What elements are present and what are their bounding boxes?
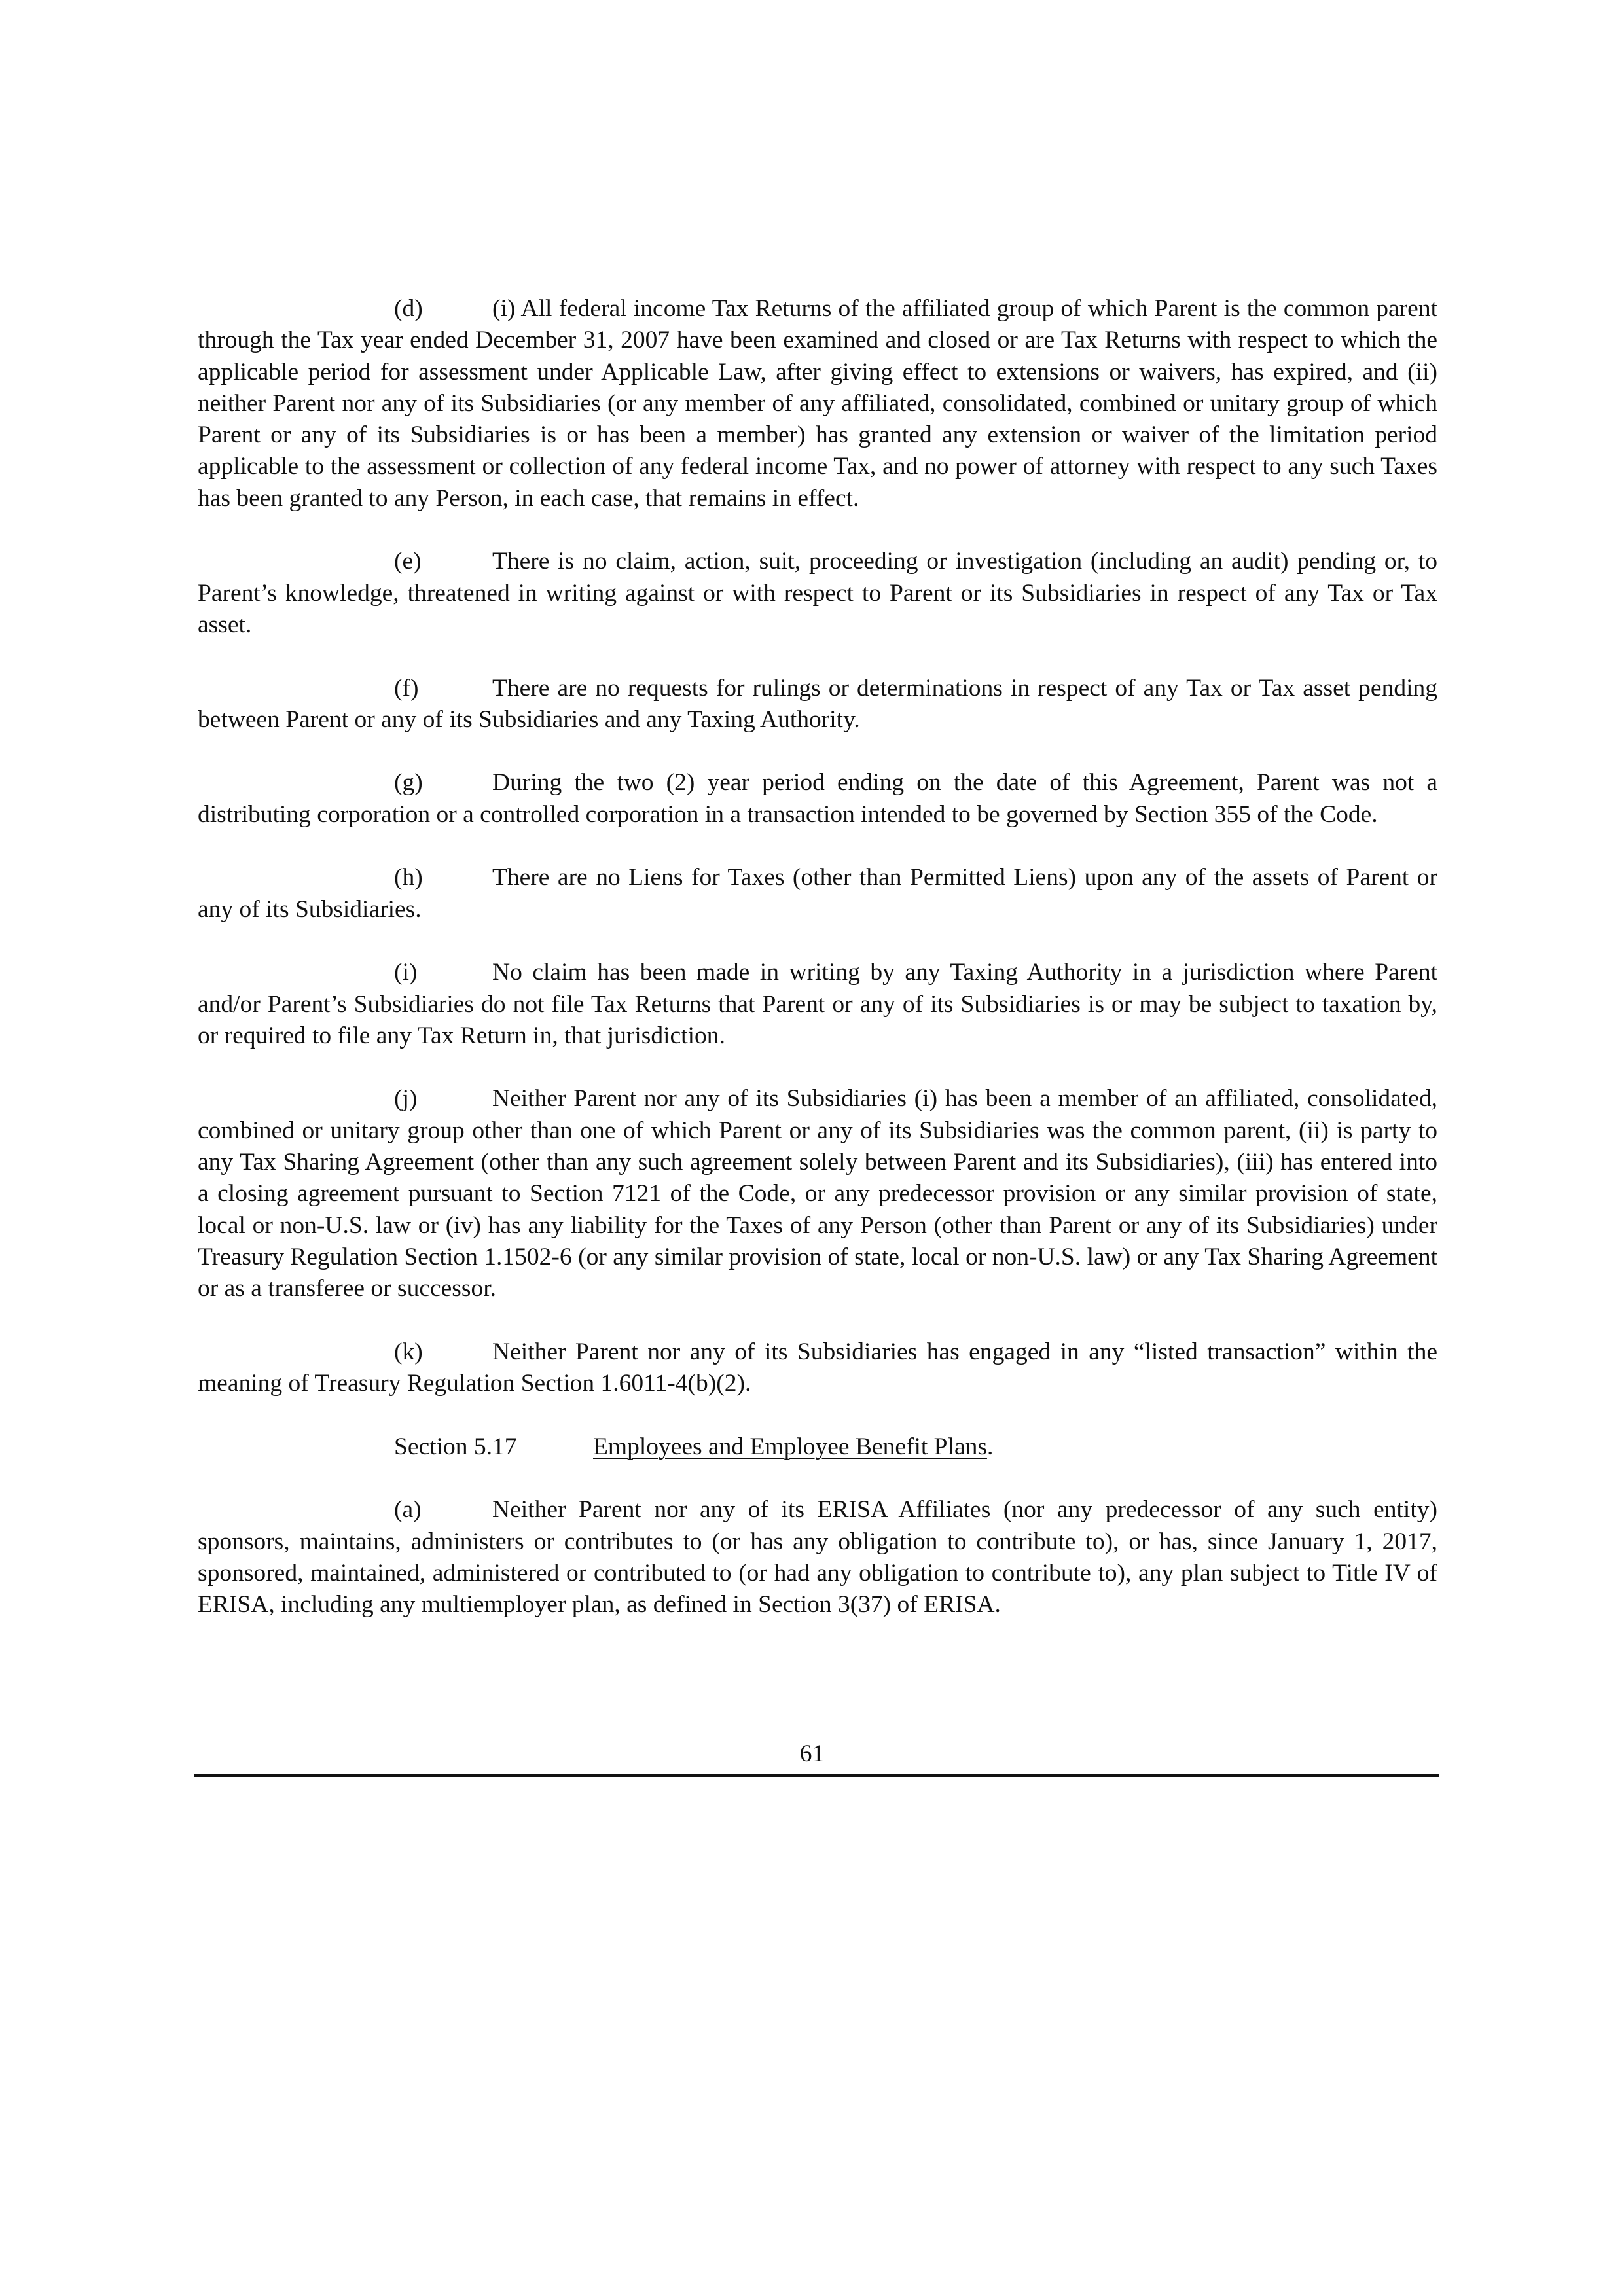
page-number: 61 [799, 1740, 825, 1767]
section-title-period: . [986, 1433, 994, 1460]
paragraph-i [198, 957, 1437, 1052]
paragraph-g [198, 767, 1437, 831]
paragraph-text: Neither Parent nor any of its ERISA Affiliates (nor any predecessor of any such entity) sponsors, maintains, administers or contributes to (or has any obligation to contribute to), or has, since January 1, 2017, sponsored, maintained, administered or contributed to (or had any obligation to contribute to), any plan subject to Title IV of ERISA, including any multiemployer plan, as defined in Section 3(37) of ERISA. [198, 1496, 1437, 1619]
paragraph-text: No claim has been made in writing by any Taxing Authority in a jurisdiction where Parent and/or Parent’s Subsidiaries do not file Tax Returns that Parent or any of its Subsidiaries is or may be subject to taxation by, or required to file any Tax Return in, that jurisdiction. [198, 959, 1437, 1049]
paragraph-label: (d) [394, 295, 423, 322]
paragraph-text: During the two (2) year period ending on the date of this Agreement, Parent was not a distributing corporation or a controlled corporation in a transaction intended to be governed by Section 355 of the Code. [198, 769, 1437, 828]
paragraph-f [198, 673, 1437, 736]
paragraph-k [198, 1336, 1437, 1400]
document-body [198, 293, 1437, 1653]
paragraph-text: Neither Parent nor any of its Subsidiaries has engaged in any “listed transaction” within the meaning of Treasury Regulation Section 1.6011-4(b)(2). [198, 1338, 1437, 1397]
paragraph-label: (f) [394, 674, 419, 702]
paragraph-j [198, 1083, 1437, 1304]
section-heading [198, 1431, 1437, 1463]
paragraph-text: There are no requests for rulings or determinations in respect of any Tax or Tax asset pending between Parent or any of its Subsidiaries and any Taxing Authority. [198, 674, 1437, 733]
section-title: Employees and Employee Benefit Plans [593, 1433, 987, 1460]
paragraph-a [198, 1494, 1437, 1621]
paragraph-label: (a) [394, 1496, 422, 1524]
footer-divider [194, 1774, 1439, 1777]
paragraph-label: (k) [394, 1338, 423, 1365]
section-number: Section 5.17 [394, 1433, 517, 1460]
paragraph-label: (e) [394, 548, 422, 575]
paragraph-text: There is no claim, action, suit, proceeding or investigation (including an audit) pending or, to Parent’s knowledge, threatened in writing against or with respect to Parent or its Subsidiaries in respect of any Tax or Tax asset. [198, 548, 1437, 638]
paragraph-label: (j) [394, 1085, 418, 1113]
paragraph-text: There are no Liens for Taxes (other than Permitted Liens) upon any of the assets of Parent or any of its Subsidiaries. [198, 864, 1437, 923]
paragraph-text: Neither Parent nor any of its Subsidiaries (i) has been a member of an affiliated, consolidated, combined or unitary group other than one of which Parent or any of its Subsidiaries was the common parent, (ii) is party to any Tax Sharing Agreement (other than any such agreement solely between Parent and its Subsidiaries), (iii) has entered into a closing agreement pursuant to Section 7121 of the Code, or any predecessor provision or any similar provision of state, local or non-U.S. law or (iv) has any liability for the Taxes of any Person (other than Parent or any of its Subsidiaries) under Treasury Regulation Section 1.1502-6 (or any similar provision of state, local or non-U.S. law) or any Tax Sharing Agreement or as a transferee or successor. [198, 1085, 1437, 1302]
paragraph-d [198, 293, 1437, 514]
paragraph-label: (i) [394, 959, 418, 986]
paragraph-text: (i) All federal income Tax Returns of the affiliated group of which Parent is the common parent through the Tax year ended December 31, 2007 have been examined and closed or are Tax Returns with respect to which the applicable period for assessment under Applicable Law, after giving effect to extensions or waivers, has expired, and (ii) neither Parent nor any of its Subsidiaries (or any member of any affiliated, consolidated, combined or unitary group of which Parent or any of its Subsidiaries is or has been a member) has granted any extension or waiver of the limitation period applicable to the assessment or collection of any federal income Tax, and no power of attorney with respect to any such Taxes has been granted to any Person, in each case, that remains in effect. [198, 295, 1437, 512]
paragraph-e [198, 546, 1437, 641]
paragraph-h [198, 862, 1437, 925]
paragraph-label: (g) [394, 769, 423, 797]
paragraph-label: (h) [394, 864, 423, 891]
